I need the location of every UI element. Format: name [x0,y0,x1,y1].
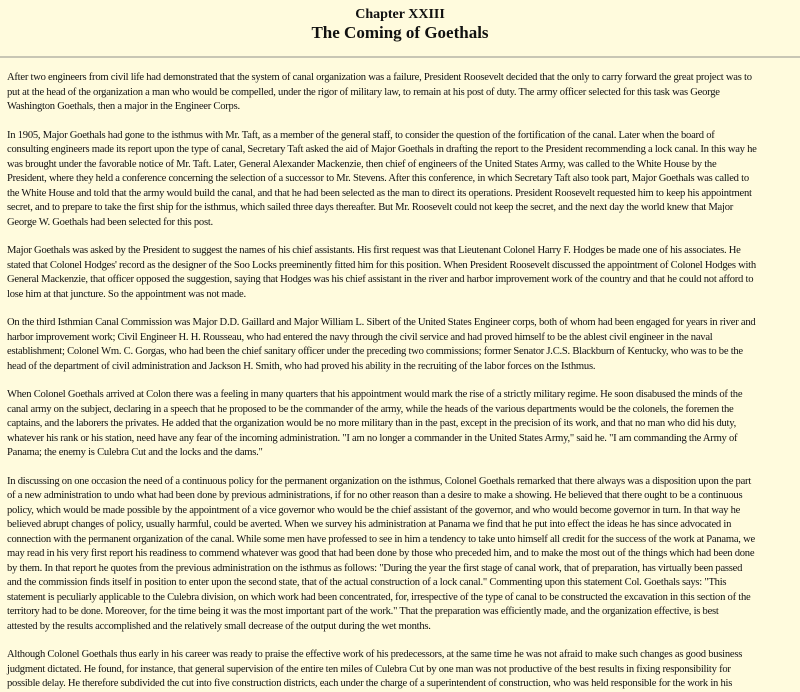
text-line: lose him at that juncture. So the appointment was not made. [7,288,246,300]
text-line: Panama; the enemy is Culebra Cut and the locks and the dams." [7,447,263,458]
paragraph [7,475,793,635]
paragraph [7,71,793,115]
text-line: secret, and to prepare to take the first ship for the isthmus, which sailed three days thereafter. But Mr. Roosevelt could not keep the secret, and the next day the world knew that Major [7,202,734,213]
text-line: attested by the results accomplished and the relatively small decrease of the output during the wet months. [7,620,431,632]
chapter-header [0,0,800,43]
text-line: whatever his rank or his station, need have any fear of the incoming administration. "I am no longer a commander in the United States Army," said he. "I am commanding the Army of [7,432,738,444]
text-line: put at the head of the organization a man who would be compelled, under the rigor of military law, to remain at his post of duty. The army officer selected for this task was George [7,86,720,98]
text-line: President, where they held a conference concerning the selection of a successor to Mr. Stevens. After this conference, in which Secretary Taft also took part, Major Goethals was called to [7,173,749,184]
text-line: harbor improvement work; Civil Engineer H. H. Rousseau, who had entered the navy through the civil service and had proved himself to be the ablest civil engineer in the naval [7,331,713,343]
text-line: canal army on the subject, declaring in a speech that he proposed to be the commander of the army, while the heads of the various departments would be the colonels, the foremen the [7,403,734,415]
text-line: captains, and the laborers the privates. He added that the organization would be no more military than in the past, except in the precision of its work, and that no man who did his duty, [7,418,737,429]
paragraph [7,316,793,374]
text-line: territory had to be done. Moreover, for the time being it was the most important part of the work." That the preparation was efficiently made, and the organization effective, is best [7,606,719,617]
text-line: was brought under the favorable notice of Mr. Taft. Later, General Alexander Mackenzie, then chief of engineers of the United States Army, was called to the White House by the [7,158,717,170]
text-line: Major Goethals was asked by the President to suggest the names of his chief assistants. His first request was that Lieutenant Colonel Harry F. Hodges be made one of his associates. He [7,245,741,256]
text-line: General Mackenzie, that officer opposed the suggestion, saying that Hodges was his chief assistant in the river and harbor improvement work of the country and that he could not afford to [7,274,754,285]
text-line: possible delay. He therefore subdivided the cut into five construction districts, each under the charge of a superintendent of construction, who was held responsible for the work in his [7,678,733,689]
text-line: Washington Goethals, then a major in the Engineer Corps. [7,101,240,112]
text-line: believed abrupt changes of policy, usually harmful, could be averted. When we survey his administration at Panama we find that he put into effect the ideas he has since advocated in [7,519,732,530]
text-line: stated that Colonel Hodges' record as the designer of the Soo Locks preeminently fitted him for this position. When President Roosevelt discussed the appointment of Colonel Hodges with [7,259,756,271]
text-line: George W. Goethals had been selected for this post. [7,216,213,228]
text-line: In 1905, Major Goethals had gone to the isthmus with Mr. Taft, as a member of the general staff, to consider the question of the fortification of the canal. Later when the board of [7,129,715,141]
text-line: consulting engineers made its report upon the type of canal, Secretary Taft asked the aid of Major Goethals in drafting the report to the President recommending a lock canal. In this way he [7,144,757,155]
chapter-title: The Coming of Goethals [311,23,489,42]
text-line: of a new administration to undo what had been done by previous administrations, if for no other reason than a desire to make a showing. He believed that there ought to be a continuous [7,490,743,501]
chapter-number: Chapter XXIII [355,7,445,22]
paragraph [7,388,793,461]
text-line: judgment dictated. He found, for instance, that general supervision of the entire ten miles of Culebra Cut by one man was not productive of the best results in fixing responsibility for [7,663,731,675]
text-line: After two engineers from civil life had demonstrated that the system of canal organization was a failure, President Roosevelt decided that the only to carry forward the great project was to [7,72,752,83]
text-line: When Colonel Goethals arrived at Colon there was a feeling in many quarters that his appointment would mark the rise of a strictly military regime. He soon disabused the minds of the [7,389,743,400]
text-line: the White House and told that the army would build the canal, and that he had been selected as the man to direct its operations. President Roosevelt requested him to keep his appointment [7,187,752,199]
paragraph [7,244,793,302]
paragraph [7,648,793,692]
text-line: and the commission finds itself in position to enter upon the second state, that of the actual construction of a lock canal." Commenting upon this statement Col. Goethals says: "This [7,577,727,588]
paragraph [7,129,793,231]
text-line: Although Colonel Goethals thus early in his career was ready to praise the effective work of his predecessors, at the same time he was not afraid to make such changes as good business [7,649,743,660]
text-line: In discussing on one occasion the need of a continuous policy for the permanent organization on the isthmus, Colonel Goethals remarked that there always was a disposition upon the part [7,475,752,487]
text-line: connection with the permanent organization of the canal. While some men have professed to see in him a tendency to take unto himself all credit for the success of the work at Panama, we [7,533,755,545]
text-line: On the third Isthmian Canal Commission was Major D.D. Gaillard and Major William L. Sibert of the United States Engineer corps, both of whom had been engaged for years in river and [7,317,756,328]
text-line: may read in his very first report his readiness to commend whatever was good that had been done by those who preceded him, and to make the most out of the things which had been done [7,548,755,559]
text-line: establishment; Colonel Wm. C. Gorgas, who had been the chief sanitary officer under the preceding two commissions; former Senator J.C.S. Blackburn of Kentucky, who was to be the [7,346,743,357]
text-line: head of the department of civil administration and Jackson H. Smith, who had proved his ability in the recruiting of the labor forces on the Isthmus. [7,360,596,372]
text-line: by them. In that report he quotes from the previous administration on the isthmus as follows: "During the year the first stage of canal work, that of preparation, has virtually been passed [7,562,743,574]
chapter-body [0,58,800,692]
text-line: statement is peculiarly applicable to the Culebra division, on which work had been concentrated, for, irrespective of the type of canal to be constructed the excavation in this section of the [7,591,751,603]
text-line: policy, which would be made possible by the appointment of a vice governor who would be the chief assistant of the governor, and who would become governor in turn. In that way he [7,504,741,516]
